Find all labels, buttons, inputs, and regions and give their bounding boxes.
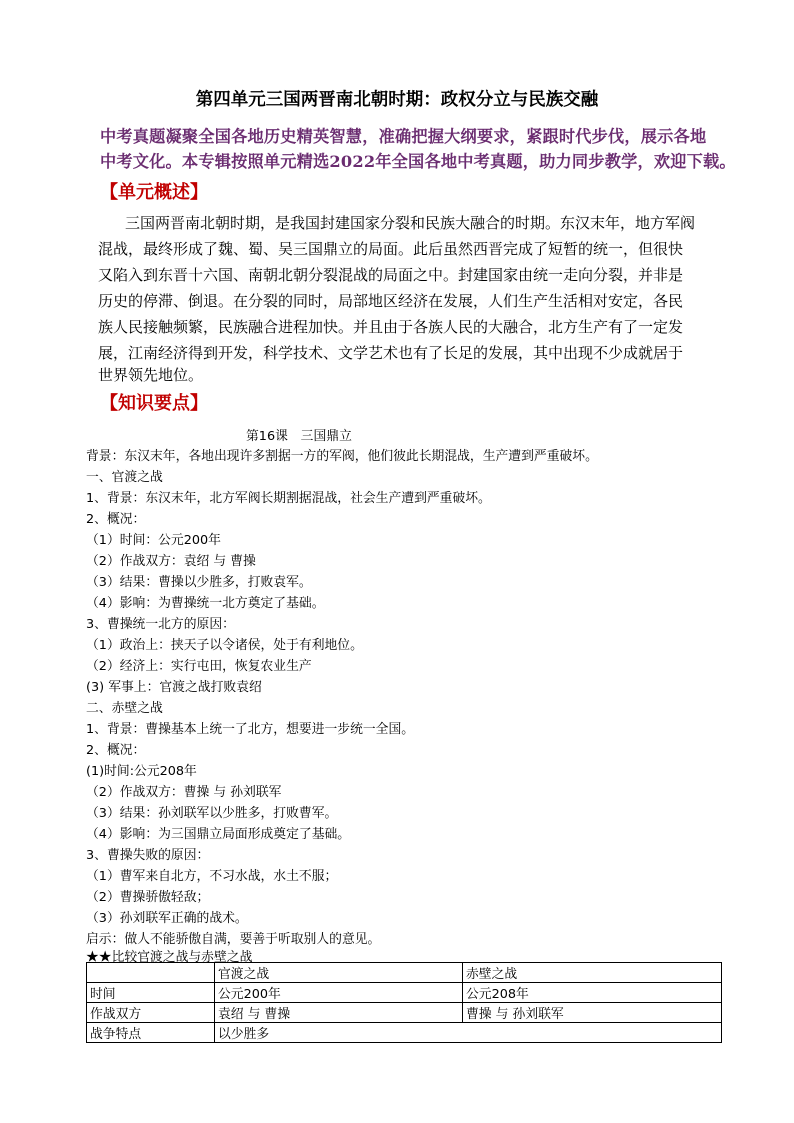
text-line: 2、概况： bbox=[86, 743, 146, 758]
table-cell: 时间 bbox=[87, 983, 215, 1003]
text-line: （2）作战双方：曹操 与 孙刘联军 bbox=[86, 785, 282, 800]
text-line: （1）政治上：挟天子以令诸侯，处于有利地位。 bbox=[86, 638, 363, 653]
table-row bbox=[87, 1003, 722, 1023]
text-line: （2）曹操骄傲轻敌； bbox=[86, 890, 210, 905]
table-caption: ★★比较官渡之战与赤壁之战 bbox=[86, 950, 253, 965]
overview-line-3: 又陷入到东晋十六国、南朝北朝分裂混战的局面之中。封建国家由统一走向分裂，并非是 bbox=[98, 266, 684, 284]
text-line: 3、曹操统一北方的原因： bbox=[86, 617, 235, 632]
text-line: （2）经济上：实行屯田，恢复农业生产 bbox=[86, 659, 312, 674]
text-line: （2）作战双方：袁绍 与 曹操 bbox=[86, 554, 256, 569]
text-line: 背景：东汉末年，各地出现许多割据一方的军阀，他们彼此长期混战，生产遭到严重破坏。 bbox=[86, 449, 598, 464]
table-cell: 曹操 与 孙刘联军 bbox=[463, 1003, 722, 1023]
text-line: 二、赤壁之战 bbox=[86, 701, 163, 716]
knowledge-heading: 【知识要点】 bbox=[100, 393, 208, 414]
table-header-cell: 官渡之战 bbox=[215, 963, 463, 983]
comparison-table bbox=[86, 962, 722, 1043]
table-header-cell: 赤壁之战 bbox=[463, 963, 722, 983]
table-header-row bbox=[87, 963, 722, 983]
text-line: 3、曹操失败的原因： bbox=[86, 848, 210, 863]
text-line: 2、概况： bbox=[86, 512, 146, 527]
text-line: 1、背景：东汉末年，北方军阀长期割据混战，社会生产遭到严重破坏。 bbox=[86, 491, 491, 506]
table-cell: 以少胜多 bbox=[215, 1023, 722, 1043]
promo-line-1: 中考真题凝聚全国各地历史精英智慧，准确把握大纲要求，紧跟时代步伐，展示各地 bbox=[100, 127, 707, 146]
text-line: 启示：做人不能骄傲自满，要善于听取别人的意见。 bbox=[86, 932, 381, 947]
table-cell: 作战双方 bbox=[87, 1003, 215, 1023]
overview-line-1: 三国两晋南北朝时期，是我国封建国家分裂和民族大融合的时期。东汉末年，地方军阀 bbox=[125, 214, 696, 232]
text-line: （1）曹军来自北方，不习水战，水土不服； bbox=[86, 869, 338, 884]
text-line: （3）结果：曹操以少胜多，打败袁军。 bbox=[86, 575, 312, 590]
text-line: (1)时间:公元208年 bbox=[86, 764, 197, 779]
text-line: (3) 军事上：官渡之战打败袁绍 bbox=[86, 680, 262, 695]
document-title: 第四单元三国两晋南北朝时期：政权分立与民族交融 bbox=[195, 90, 599, 110]
overview-line-4: 历史的停滞、倒退。在分裂的同时，局部地区经济在发展，人们生产生活相对安定，各民 bbox=[98, 292, 684, 310]
table-cell: 袁绍 与 曹操 bbox=[215, 1003, 463, 1023]
overview-line-7: 世界领先地位。 bbox=[98, 366, 204, 384]
table-header-cell bbox=[87, 963, 215, 983]
text-line: （4）影响：为曹操统一北方奠定了基础。 bbox=[86, 596, 325, 611]
table-cell: 战争特点 bbox=[87, 1023, 215, 1043]
lesson-title: 第16课 三国鼎立 bbox=[246, 429, 352, 444]
table-cell: 公元200年 bbox=[215, 983, 463, 1003]
table-row bbox=[87, 983, 722, 1003]
text-line: （3）结果：孙刘联军以少胜多，打败曹军。 bbox=[86, 806, 338, 821]
text-line: 1、背景：曹操基本上统一了北方，想要进一步统一全国。 bbox=[86, 722, 415, 737]
text-line: （4）影响：为三国鼎立局面形成奠定了基础。 bbox=[86, 827, 351, 842]
overview-line-5: 族人民接触频繁，民族融合进程加快。并且由于各族人民的大融合，北方生产有了一定发 bbox=[98, 318, 684, 336]
overview-line-2: 混战，最终形成了魏、蜀、吴三国鼎立的局面。此后虽然西晋完成了短暂的统一，但很快 bbox=[98, 240, 684, 258]
table-cell: 公元208年 bbox=[463, 983, 722, 1003]
text-line: 一、官渡之战 bbox=[86, 470, 163, 485]
text-line: （1）时间：公元200年 bbox=[86, 533, 221, 548]
text-line: （3）孙刘联军正确的战术。 bbox=[86, 911, 248, 926]
table-row bbox=[87, 1023, 722, 1043]
overview-heading: 【单元概述】 bbox=[100, 182, 208, 203]
overview-line-6: 展，江南经济得到开发，科学技术、文学艺术也有了长足的发展，其中出现不少成就居于 bbox=[98, 344, 684, 362]
promo-line-2: 中考文化。本专辑按照单元精选2022年全国各地中考真题，助力同步教学，欢迎下载。 bbox=[100, 152, 736, 171]
